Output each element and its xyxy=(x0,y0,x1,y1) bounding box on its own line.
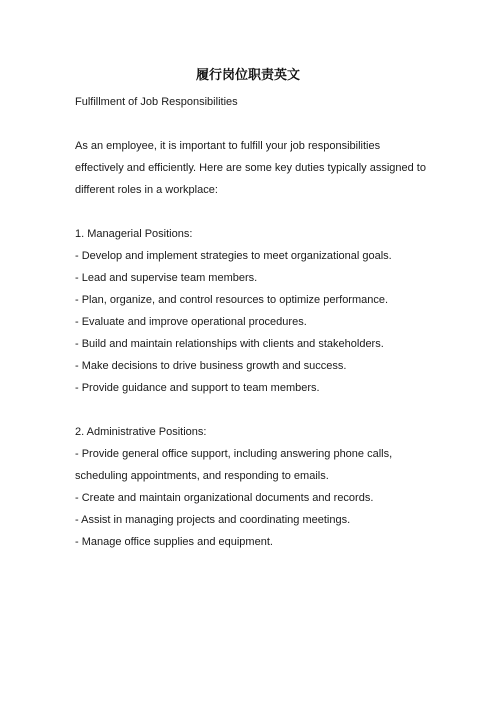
list-item-continuation: scheduling appointments, and responding to emails. xyxy=(75,470,329,482)
list-item: - Develop and implement strategies to meet organizational goals. xyxy=(75,250,392,262)
list-item: - Create and maintain organizational documents and records. xyxy=(75,492,374,504)
list-item: - Build and maintain relationships with clients and stakeholders. xyxy=(75,338,384,350)
paragraph-gap xyxy=(75,201,425,223)
list-item: - Evaluate and improve operational procedures. xyxy=(75,316,307,328)
paragraph-gap xyxy=(75,113,425,135)
list-item: - Provide general office support, including answering phone calls, xyxy=(75,448,393,460)
paragraph-gap xyxy=(75,399,425,421)
list-item: - Make decisions to drive business growth and success. xyxy=(75,360,347,372)
section-heading: 2. Administrative Positions: xyxy=(75,426,207,438)
document-subtitle: Fulfillment of Job Responsibilities xyxy=(75,96,238,108)
list-item: - Manage office supplies and equipment. xyxy=(75,536,273,548)
document-body xyxy=(75,91,425,553)
list-item: - Assist in managing projects and coordinating meetings. xyxy=(75,514,351,526)
intro-line: different roles in a workplace: xyxy=(75,184,218,196)
intro-line: As an employee, it is important to fulfill your job responsibilities xyxy=(75,140,381,152)
section-heading: 1. Managerial Positions: xyxy=(75,228,193,240)
list-item: - Provide guidance and support to team members. xyxy=(75,382,320,394)
list-item: - Lead and supervise team members. xyxy=(75,272,258,284)
document-title: 履行岗位职责英文 xyxy=(195,68,300,83)
intro-line: effectively and efficiently. Here are some key duties typically assigned to xyxy=(75,162,426,174)
list-item: - Plan, organize, and control resources to optimize performance. xyxy=(75,294,389,306)
